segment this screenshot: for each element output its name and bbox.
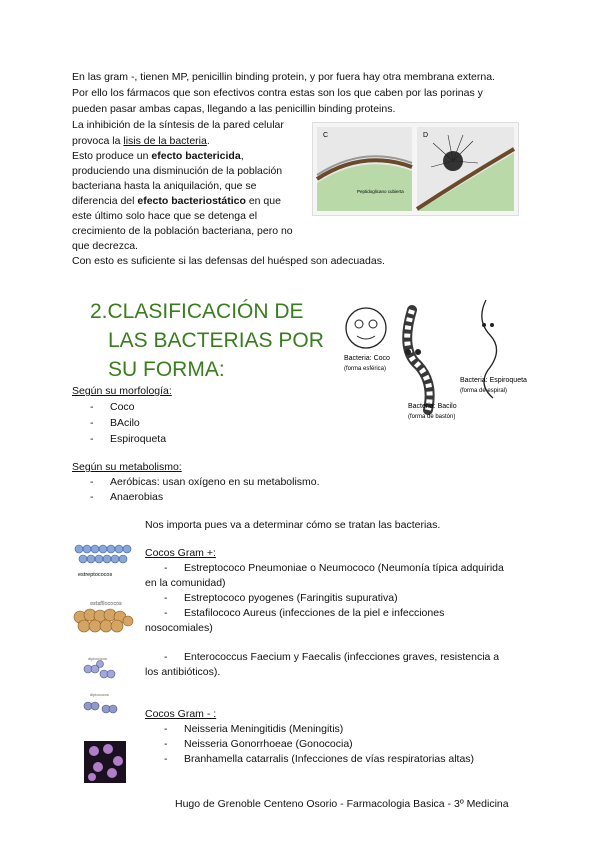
bullet-dash: - xyxy=(90,491,94,503)
lysis-prefix: provoca la xyxy=(72,135,124,147)
list-item xyxy=(90,399,135,415)
bacteriostatico-bold: efecto bacteriostático xyxy=(137,195,246,207)
bullet-dash: - xyxy=(90,433,94,445)
list-item xyxy=(164,590,398,606)
list-item-text: Estafilococo Aureus (infecciones de la piel e infecciones xyxy=(184,607,445,619)
bullet-dash: - xyxy=(164,723,168,735)
intro-line-7: este último solo hace que se detenga el xyxy=(72,210,258,222)
gram-negative-heading-text: Cocos Gram - : xyxy=(145,708,217,720)
estreptococos-label: estreptococos xyxy=(78,572,113,578)
cell-wall-figure xyxy=(312,122,519,216)
diplococos-icon xyxy=(80,690,126,718)
list-item-text: Neisseria Gonorrhoeae (Gonococia) xyxy=(184,738,353,750)
bactericida-prefix: Esto produce un xyxy=(72,150,152,162)
list-item xyxy=(164,721,343,737)
list-item xyxy=(164,605,444,621)
list-item-text: Estreptococo Pneumoniae o Neumococo (Neumonía típica adquirida xyxy=(184,562,504,574)
list-item xyxy=(90,474,320,490)
estafilococos-icon xyxy=(72,597,134,635)
intro-line-5: bacteriana hasta la aniquilación, que se xyxy=(72,180,257,192)
morfologia-heading-text: Según su morfología: xyxy=(72,385,172,397)
bacilo-label: Bacteria: Bacilo xyxy=(408,403,457,410)
bactericida-suffix: , xyxy=(240,150,244,162)
intro-line-3: pueden pasar ambas capas, llegando a las penicillin binding proteins. xyxy=(72,103,396,115)
bullet-dash: - xyxy=(164,753,168,765)
list-item-text: Coco xyxy=(110,401,135,413)
bacteria-cartoon-figure xyxy=(338,290,530,430)
cell-wall-illustration xyxy=(313,123,518,215)
coco-label: Bacteria: Coco xyxy=(344,355,390,362)
list-item-text: Estreptococo pyogenes (Faringitis supurativa) xyxy=(184,592,398,604)
gram-negative-heading xyxy=(145,706,216,722)
estafilococos-label: estafilococos xyxy=(90,601,122,607)
lysis-underlined: lisis de la bacteria xyxy=(123,135,207,147)
intro-line-2: Por ello los fármacos que son efectivos contra estas son los que caben por las porinas y xyxy=(72,87,483,99)
bullet-dash: - xyxy=(90,476,94,488)
list-item-text: Enterococcus Faecium y Faecalis (infecciones graves, resistencia a xyxy=(184,651,500,663)
bullet-dash: - xyxy=(90,401,94,413)
list-item xyxy=(90,415,140,431)
list-item-text: BAcilo xyxy=(110,417,140,429)
espiroqueta-sublabel: (forma de espiral) xyxy=(460,388,508,394)
gram-positive-heading-text: Cocos Gram +: xyxy=(145,547,216,559)
list-item-text: Anaerobias xyxy=(110,491,164,503)
list-item xyxy=(90,489,163,505)
list-item-text: Neisseria Meningitidis (Meningitis) xyxy=(184,723,344,735)
gram-positive-heading xyxy=(145,545,216,561)
bactericida-bold: efecto bactericida xyxy=(151,150,241,162)
espiroqueta-label: Bacteria: Espiroqueta xyxy=(460,377,527,384)
bacteriostatico-prefix: diferencia del xyxy=(72,195,138,207)
list-item-continuation: nosocomiales) xyxy=(145,622,213,634)
section-title-line-2: LAS BACTERIAS POR xyxy=(108,329,324,352)
coco-sublabel: (forma esférica) xyxy=(344,366,387,372)
bacteriostatico-suffix: en que xyxy=(245,195,281,207)
bullet-dash: - xyxy=(164,651,168,663)
bullet-dash: - xyxy=(164,607,168,619)
bacteriostatico-line xyxy=(72,194,281,210)
list-item-continuation: en la comunidad) xyxy=(145,577,226,589)
intro-line-4: produciendo una disminución de la población xyxy=(72,165,283,177)
intro-line-1: En las gram -, tienen MP, penicillin binding protein, y por fuera hay otra membrana externa. xyxy=(72,71,495,83)
panel-c-label: C xyxy=(323,132,329,139)
list-item xyxy=(164,736,353,752)
metabolismo-heading-text: Según su metabolismo: xyxy=(72,461,182,473)
panel-d-label: D xyxy=(423,132,429,139)
bullet-dash: - xyxy=(164,592,168,604)
list-item-text: Espiroqueta xyxy=(110,433,167,445)
bullet-dash: - xyxy=(164,562,168,574)
intro-line-9: que decrezca. xyxy=(72,240,138,252)
list-item-text: Branhamella catarralis (Infecciones de vías respiratorias altas) xyxy=(184,753,475,765)
bacteria-cartoon-illustration xyxy=(338,290,530,430)
estreptococos-icon xyxy=(74,543,134,583)
figure-caption: Peptidoglicano cubierta xyxy=(357,189,404,194)
metabolismo-heading xyxy=(72,459,182,475)
list-item xyxy=(164,649,499,665)
bactericida-line xyxy=(72,149,244,165)
lysis-suffix: . xyxy=(206,135,210,147)
list-item xyxy=(164,751,474,767)
diplococos-icon xyxy=(80,654,126,682)
micrograph-icon xyxy=(84,741,126,783)
page-footer: Hugo de Grenoble Centeno Osorio - Farmacologia Basica - 3º Medicina xyxy=(175,798,509,810)
intro-line-10: Con esto es suficiente si las defensas del huésped son adecuadas. xyxy=(72,255,385,267)
diplococos-label: diplococos xyxy=(88,656,107,661)
lysis-line xyxy=(72,134,210,150)
bacilo-sublabel: (forma de bastón) xyxy=(408,414,456,420)
list-item xyxy=(90,431,166,447)
section-title-line-3: SU FORMA: xyxy=(108,358,225,381)
intro-line-8: crecimiento de la población bacteriana, pero no xyxy=(72,225,293,237)
importa-note: Nos importa pues va a determinar cómo se tratan las bacterias. xyxy=(145,519,441,531)
list-item-text: Aeróbicas: usan oxígeno en su metabolismo. xyxy=(110,476,320,488)
inhibition-line: La inhibición de la síntesis de la pared celular xyxy=(72,119,284,131)
morfologia-heading xyxy=(72,383,172,399)
list-item-continuation: los antibióticos). xyxy=(145,666,221,678)
bullet-dash: - xyxy=(90,417,94,429)
diplococos-label-2: diplococos xyxy=(90,692,109,697)
bullet-dash: - xyxy=(164,738,168,750)
section-title-line-1: 2.CLASIFICACIÓN DE xyxy=(90,300,304,323)
list-item xyxy=(164,560,504,576)
